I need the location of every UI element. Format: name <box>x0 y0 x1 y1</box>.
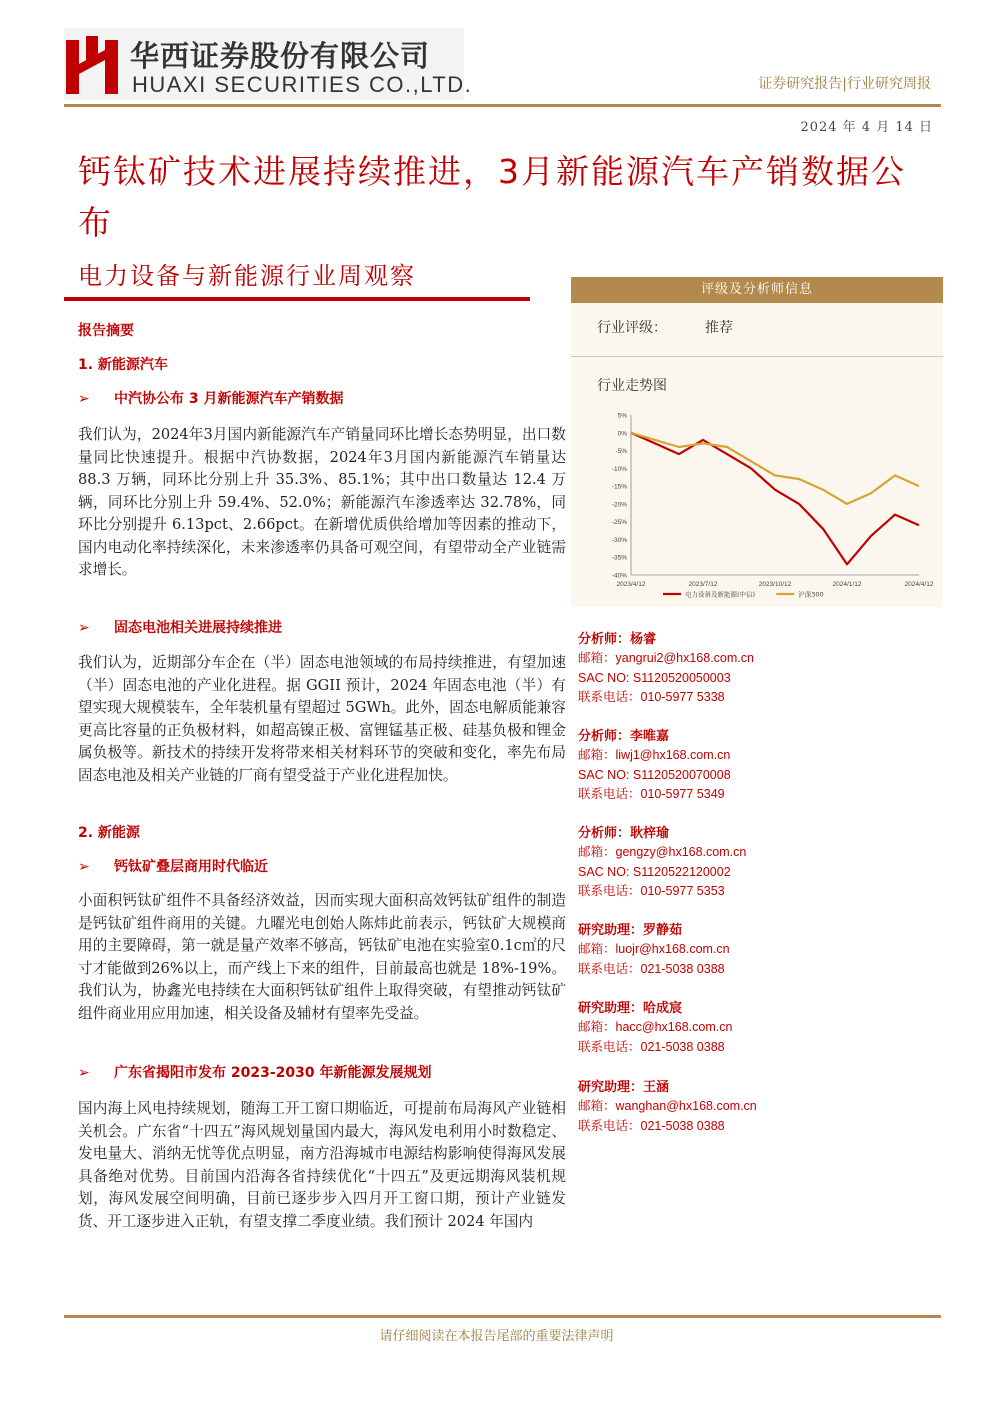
bullet-heading-2 <box>78 617 282 637</box>
paragraph-4: 国内海上风电持续规划，随海工开工窗口期临近，可提前布局海风产业链相关机会。广东省“十四五”海风规划量国内最大，海风发电利用小时数稳定、发电量大、消纳无忧等优点明显，南方沿海城市电源结构影响使得海风发展具备绝对优势。目前国内沿海各省持续优化“十四五”及更远期海风装机规划，海风发展空间明确，目前已逐步步入四月开工窗口期，预计产业链发货、开工逐步进入正轨，有望支撑二季度业绩。我们预计 2024 年国内 <box>78 1100 566 1230</box>
y-tick-label: 0% <box>617 430 627 438</box>
analyst-phone: 联系电话：010-5977 5353 <box>578 884 725 898</box>
summary-heading: 报告摘要 <box>78 323 134 339</box>
analyst-block <box>578 824 938 902</box>
bullet-heading-text: 钙钛矿叠层商用时代临近 <box>114 859 268 875</box>
y-tick-label: -15% <box>611 483 627 491</box>
y-tick-label: -30% <box>611 536 627 544</box>
y-tick-label: -10% <box>611 465 627 473</box>
bullet-heading-text: 广东省揭阳市发布 2023-2030 年新能源发展规划 <box>114 1065 432 1081</box>
analyst-email[interactable]: 邮箱：gengzy@hx168.com.cn <box>578 845 747 859</box>
analyst-sac: SAC NO: S1120520070008 <box>578 767 731 782</box>
report-type: 证券研究报告|行业研究周报 <box>758 76 931 92</box>
analyst-block <box>578 727 938 805</box>
analyst-sac: SAC NO: S1120520050003 <box>578 670 731 685</box>
assistant-block <box>578 1078 938 1136</box>
industry-rating-value: 推荐 <box>705 320 733 336</box>
company-logo <box>64 28 473 100</box>
industry-rating-label: 行业评级： <box>597 320 667 336</box>
legal-notice: 请仔细阅读在本报告尾部的重要法律声明 <box>379 1329 614 1344</box>
assistant-email[interactable]: 邮箱：wanghan@hx168.com.cn <box>578 1099 757 1113</box>
subtitle-divider <box>64 297 530 301</box>
assistant-phone: 联系电话：021-5038 0388 <box>578 1118 725 1133</box>
paragraph-1: 我们认为，2024年3月国内新能源汽车产销量同环比增长态势明显，出口数量同比快速提升。根据中汽协数据，2024年3月国内新能源汽车销量达 88.3 万辆，同环比分别上升 35.3%、85.1%；其中出口数量达 12.4 万辆，同环比分别上升 59.4%、52.0%；新能源汽车渗透率达 32.78%，同环比分别提升 6.13pct、2.66pct。在新增优质供给增加等因素的推动下，国内电动化率持续深化，未来渗透率仍具备可观空间，有望带动全产业链需求增长。 <box>78 426 566 578</box>
series-line <box>631 433 919 504</box>
series-line <box>631 433 919 565</box>
report-date: 2024 年 4 月 14 日 <box>800 120 933 135</box>
section-heading-1: 1. 新能源汽车 <box>78 357 168 373</box>
assistant-email[interactable]: 邮箱：luojr@hx168.com.cn <box>578 942 730 956</box>
y-tick-label: -5% <box>615 448 627 456</box>
assistant-name: 研究助理：哈成宸 <box>578 1001 683 1016</box>
x-tick-label: 2024/4/12 <box>904 581 934 588</box>
bullet-heading-text: 中汽协公布 3 月新能源汽车产销数据 <box>114 391 344 407</box>
bullet-heading-1 <box>78 388 344 408</box>
x-tick-label: 2023/10/12 <box>758 581 792 588</box>
legend-label: 沪深300 <box>798 590 824 599</box>
y-tick-label: -25% <box>611 519 627 527</box>
y-tick-label: 5% <box>617 412 627 420</box>
legend-label: 电力设备及新能源(中信) <box>685 590 756 599</box>
assistant-name: 研究助理：罗静茹 <box>578 923 683 938</box>
report-title: 钙钛矿技术进展持续推进，3月新能源汽车产销数据公布 <box>78 152 906 242</box>
x-tick-label: 2024/1/12 <box>832 581 862 588</box>
company-name-cn: 华西证券股份有限公司 <box>130 39 431 73</box>
assistant-block <box>578 921 938 979</box>
x-tick-label: 2023/7/12 <box>688 581 718 588</box>
rating-divider <box>571 356 943 357</box>
analyst-email[interactable]: 邮箱：yangrui2@hx168.com.cn <box>578 651 754 665</box>
company-name-en: HUAXI SECURITIES CO.,LTD. <box>132 72 473 97</box>
report-subtitle: 电力设备与新能源行业周观察 <box>78 262 416 290</box>
assistant-email[interactable]: 邮箱：hacc@hx168.com.cn <box>578 1020 733 1034</box>
assistant-phone: 联系电话：021-5038 0388 <box>578 961 725 976</box>
analyst-phone: 联系电话：010-5977 5338 <box>578 690 725 704</box>
bullet-arrow-icon: ➢ <box>78 859 90 875</box>
y-tick-label: -35% <box>611 554 627 562</box>
trend-chart-label: 行业走势图 <box>597 378 667 394</box>
footer-divider <box>64 1315 941 1318</box>
bullet-heading-4 <box>78 1062 432 1082</box>
bullet-arrow-icon: ➢ <box>78 1065 90 1081</box>
analyst-name: 分析师：杨睿 <box>578 632 657 647</box>
paragraph-3: 小面积钙钛矿组件不具备经济效益，因而实现大面积高效钙钛矿组件的制造是钙钛矿组件商用的关键。九曜光电创始人陈炜此前表示，钙钛矿大规模商用的主要障碍，第一就是量产效率不够高，钙钛矿电池在实验室0.1c㎡的尺寸才能做到26%以上，而产线上下来的组件，目前最高也就是 18%-19%。我们认为，协鑫光电持续在大面积钙钛矿组件上取得突破，有望推动钙钛矿组件商业用应用加速，相关设备及辅材有望率先受益。 <box>78 892 566 1022</box>
paragraph-2: 我们认为，近期部分车企在（半）固态电池领域的布局持续推进，有望加速（半）固态电池的产业化进程。据 GGII 预计，2024 年固态电池（半）有望实现大规模装车，全年装机量有望超过 5GWh。此外，固态电解质能兼容更高比容量的正负极材料，如超高镍正极、富锂锰基正极、硅基负极和锂金属负极等。新技术的持续开发将带来相关材料环节的突破和变化，率先布局固态电池及相关产业链的厂商有望受益于产业化进程加快。 <box>78 654 566 784</box>
x-tick-label: 2023/4/12 <box>616 581 646 588</box>
assistant-name: 研究助理：王涵 <box>578 1080 670 1095</box>
y-tick-label: -40% <box>611 572 627 580</box>
rating-panel <box>571 277 943 607</box>
analyst-phone: 联系电话：010-5977 5349 <box>578 787 725 801</box>
bullet-arrow-icon: ➢ <box>78 620 90 636</box>
analyst-sac: SAC NO: S1120522120002 <box>578 864 731 879</box>
bullet-arrow-icon: ➢ <box>78 391 90 407</box>
rating-panel-header: 评级及分析师信息 <box>571 277 943 303</box>
analyst-name: 分析师：李唯嘉 <box>578 729 670 744</box>
bullet-heading-text: 固态电池相关进展持续推进 <box>114 620 282 636</box>
assistant-block <box>578 999 938 1057</box>
analyst-block <box>578 630 938 708</box>
analyst-name: 分析师：耿梓瑜 <box>578 826 670 841</box>
y-tick-label: -20% <box>611 501 627 509</box>
industry-trend-chart <box>597 407 934 607</box>
assistant-phone: 联系电话：021-5038 0388 <box>578 1039 725 1054</box>
header-divider <box>64 104 941 107</box>
bullet-heading-3 <box>78 856 268 876</box>
huaxi-logo-icon <box>66 36 118 94</box>
section-heading-2: 2. 新能源 <box>78 825 140 841</box>
analyst-email[interactable]: 邮箱：liwj1@hx168.com.cn <box>578 748 731 762</box>
